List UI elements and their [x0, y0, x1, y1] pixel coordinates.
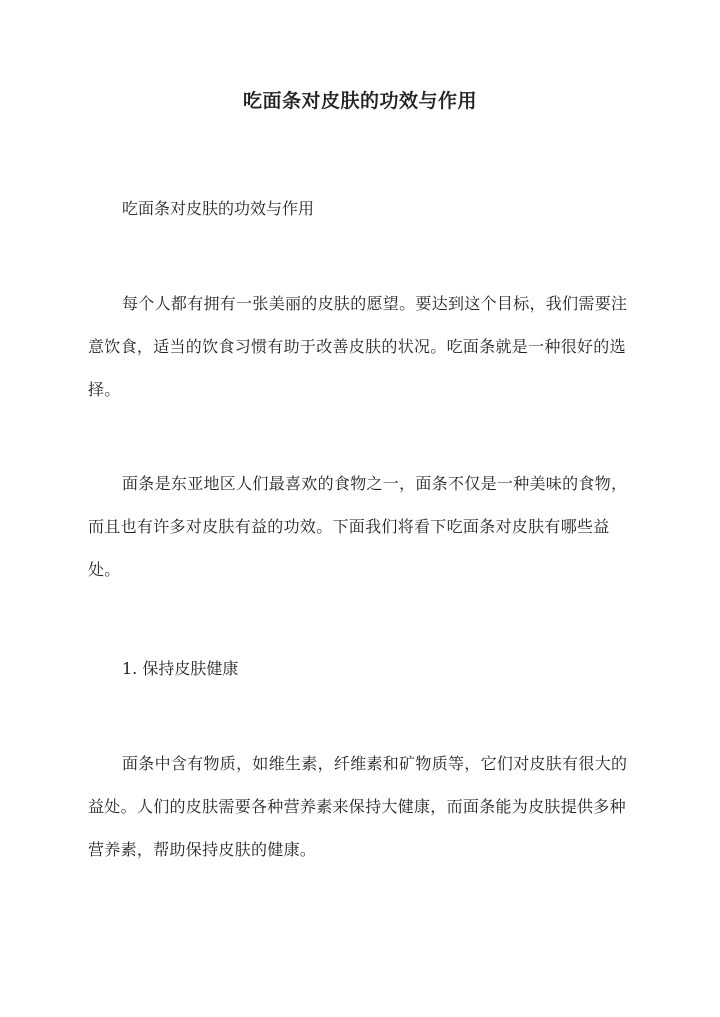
paragraph-intro-text: 每个人都有拥有一张美丽的皮肤的愿望。要达到这个目标，我们需要注意饮食，适当的饮食习惯有助于改善皮肤的状况。吃面条就是一种很好的选择。	[88, 294, 628, 399]
paragraph-noodles-text: 面条是东亚地区人们最喜欢的食物之一，面条不仅是一种美味的食物，而且也有许多对皮肤有益的功效。下面我们将看下吃面条对皮肤有哪些益处。	[88, 474, 628, 579]
document-title: 吃面条对皮肤的功效与作用	[242, 90, 477, 112]
paragraph-noodles	[88, 462, 636, 591]
paragraph-section-1-text: 面条中含有物质，如维生素，纤维素和矿物质等，它们对皮肤有很大的益处。人们的皮肤需要各种营养素来保持大健康，而面条能为皮肤提供多种营养素，帮助保持皮肤的健康。	[88, 754, 628, 859]
section-heading-1: 1. 保持皮肤健康	[122, 659, 239, 678]
paragraph-intro	[88, 282, 636, 411]
document-subtitle: 吃面条对皮肤的功效与作用	[122, 199, 315, 218]
paragraph-section-1	[88, 742, 636, 871]
